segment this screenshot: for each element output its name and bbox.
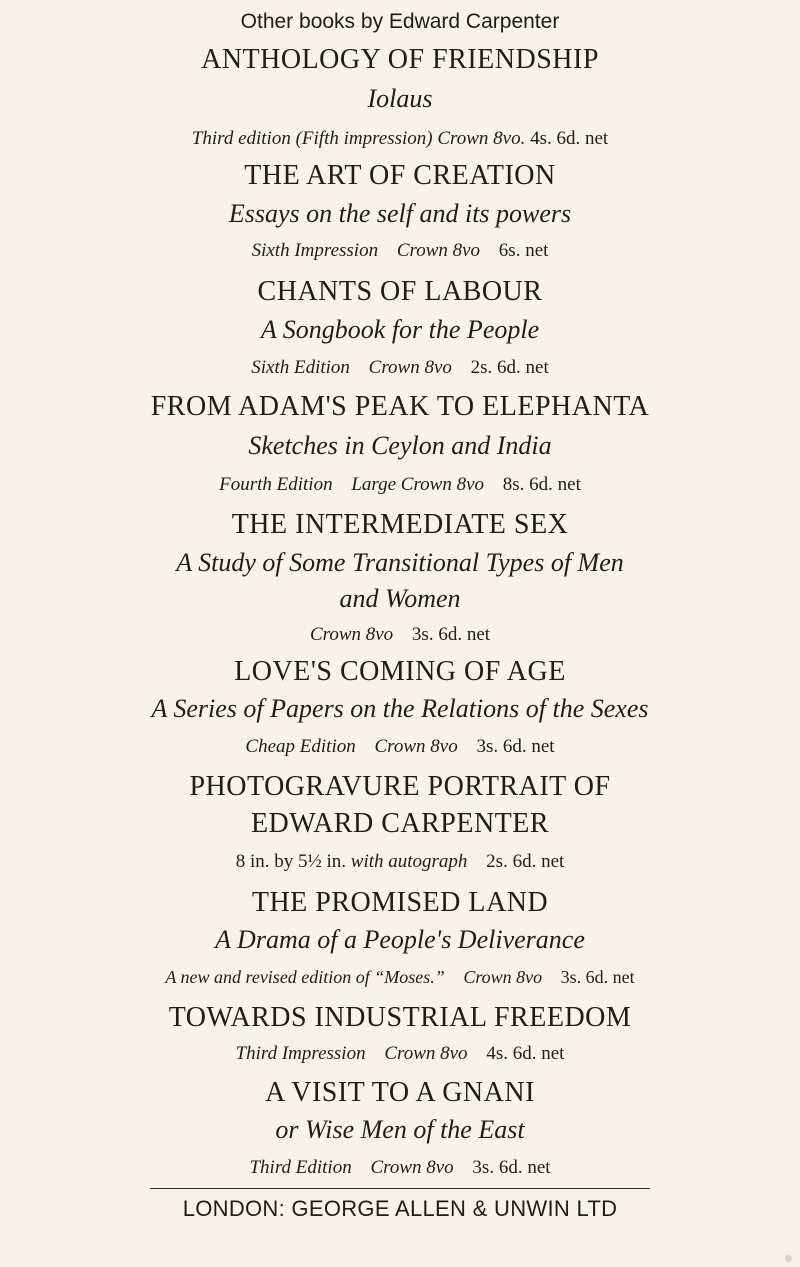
book-details [0,240,800,262]
book-price: 3s. 6d. net [472,1157,551,1178]
book-subtitle: A Drama of a People's Deliverance [215,925,585,954]
book-details [0,1043,800,1065]
book-title: LOVE'S COMING OF AGE [234,656,566,687]
book-details [0,736,800,758]
book-title: TOWARDS INDUSTRIAL FREEDOM [168,1002,632,1033]
book-title: THE PROMISED LAND [251,887,549,918]
book-title: A VISIT TO A GNANI [265,1077,535,1108]
book-subtitle-continued: and Women [339,584,461,613]
book-edition: Cheap Edition [245,736,356,757]
book-edition: Third Impression [235,1043,366,1064]
book-edition: Fourth Edition [219,474,333,495]
book-title: THE INTERMEDIATE SEX [231,509,569,540]
book-price: 4s. 6d. net [486,1043,565,1064]
book-details [0,851,800,873]
book-title-continued: EDWARD CARPENTER [250,808,550,839]
book-format: Large Crown 8vo [351,474,485,495]
book-title: THE ART OF CREATION [244,160,556,191]
book-format: Crown 8vo [309,624,394,645]
book-price: 3s. 6d. net [411,624,491,645]
book-format: Crown 8vo [463,967,543,987]
book-price: 4s. 6d. net [530,128,609,149]
publisher-footer: LONDON: GEORGE ALLEN & UNWIN LTD [182,1196,618,1221]
book-price: 2s. 6d. net [486,851,565,872]
book-edition: Third Edition [249,1157,352,1178]
book-edition: A new and revised edition of “Moses.” [165,967,445,987]
book-subtitle: A Study of Some Transitional Types of Men [176,548,624,577]
book-details [0,357,800,379]
portrait-note: with autograph [350,851,468,872]
book-subtitle: A Songbook for the People [260,315,540,344]
book-title: CHANTS OF LABOUR [257,276,543,307]
book-subtitle: A Series of Papers on the Relations of the Sexes [151,694,649,723]
book-price: 2s. 6d. net [470,357,549,378]
book-title: FROM ADAM'S PEAK TO ELEPHANTA [150,391,650,422]
paper-blemish [785,1255,792,1262]
book-price: 6s. net [498,240,549,261]
book-price: 8s. 6d. net [502,474,581,495]
page-header: Other books by Edward Carpenter [240,10,560,33]
book-details [0,624,800,646]
book-title: ANTHOLOGY OF FRIENDSHIP [201,44,599,75]
book-details [0,474,800,496]
book-format: Crown 8vo [374,736,458,757]
book-subtitle: Sketches in Ceylon and India [248,431,552,460]
book-title: PHOTOGRAVURE PORTRAIT OF [189,771,611,802]
book-format: Crown 8vo [396,240,481,261]
book-edition: Sixth Edition [251,357,350,378]
book-subtitle: or Wise Men of the East [275,1115,525,1144]
book-edition: Sixth Impression [251,240,379,261]
book-edition: Third edition (Fifth impression) Crown 8vo. [191,128,526,149]
book-price: 3s. 6d. net [476,736,555,757]
book-format: Crown 8vo [370,1157,454,1178]
book-details [0,967,800,988]
book-price: 3s. 6d. net [560,967,635,987]
book-details [0,128,800,150]
book-format: Crown 8vo [368,357,452,378]
book-subtitle: Essays on the self and its powers [228,199,572,228]
portrait-size: 8 in. by 5½ in. [235,851,347,872]
book-subtitle: Iolaus [367,84,433,113]
book-format: Crown 8vo [384,1043,468,1064]
